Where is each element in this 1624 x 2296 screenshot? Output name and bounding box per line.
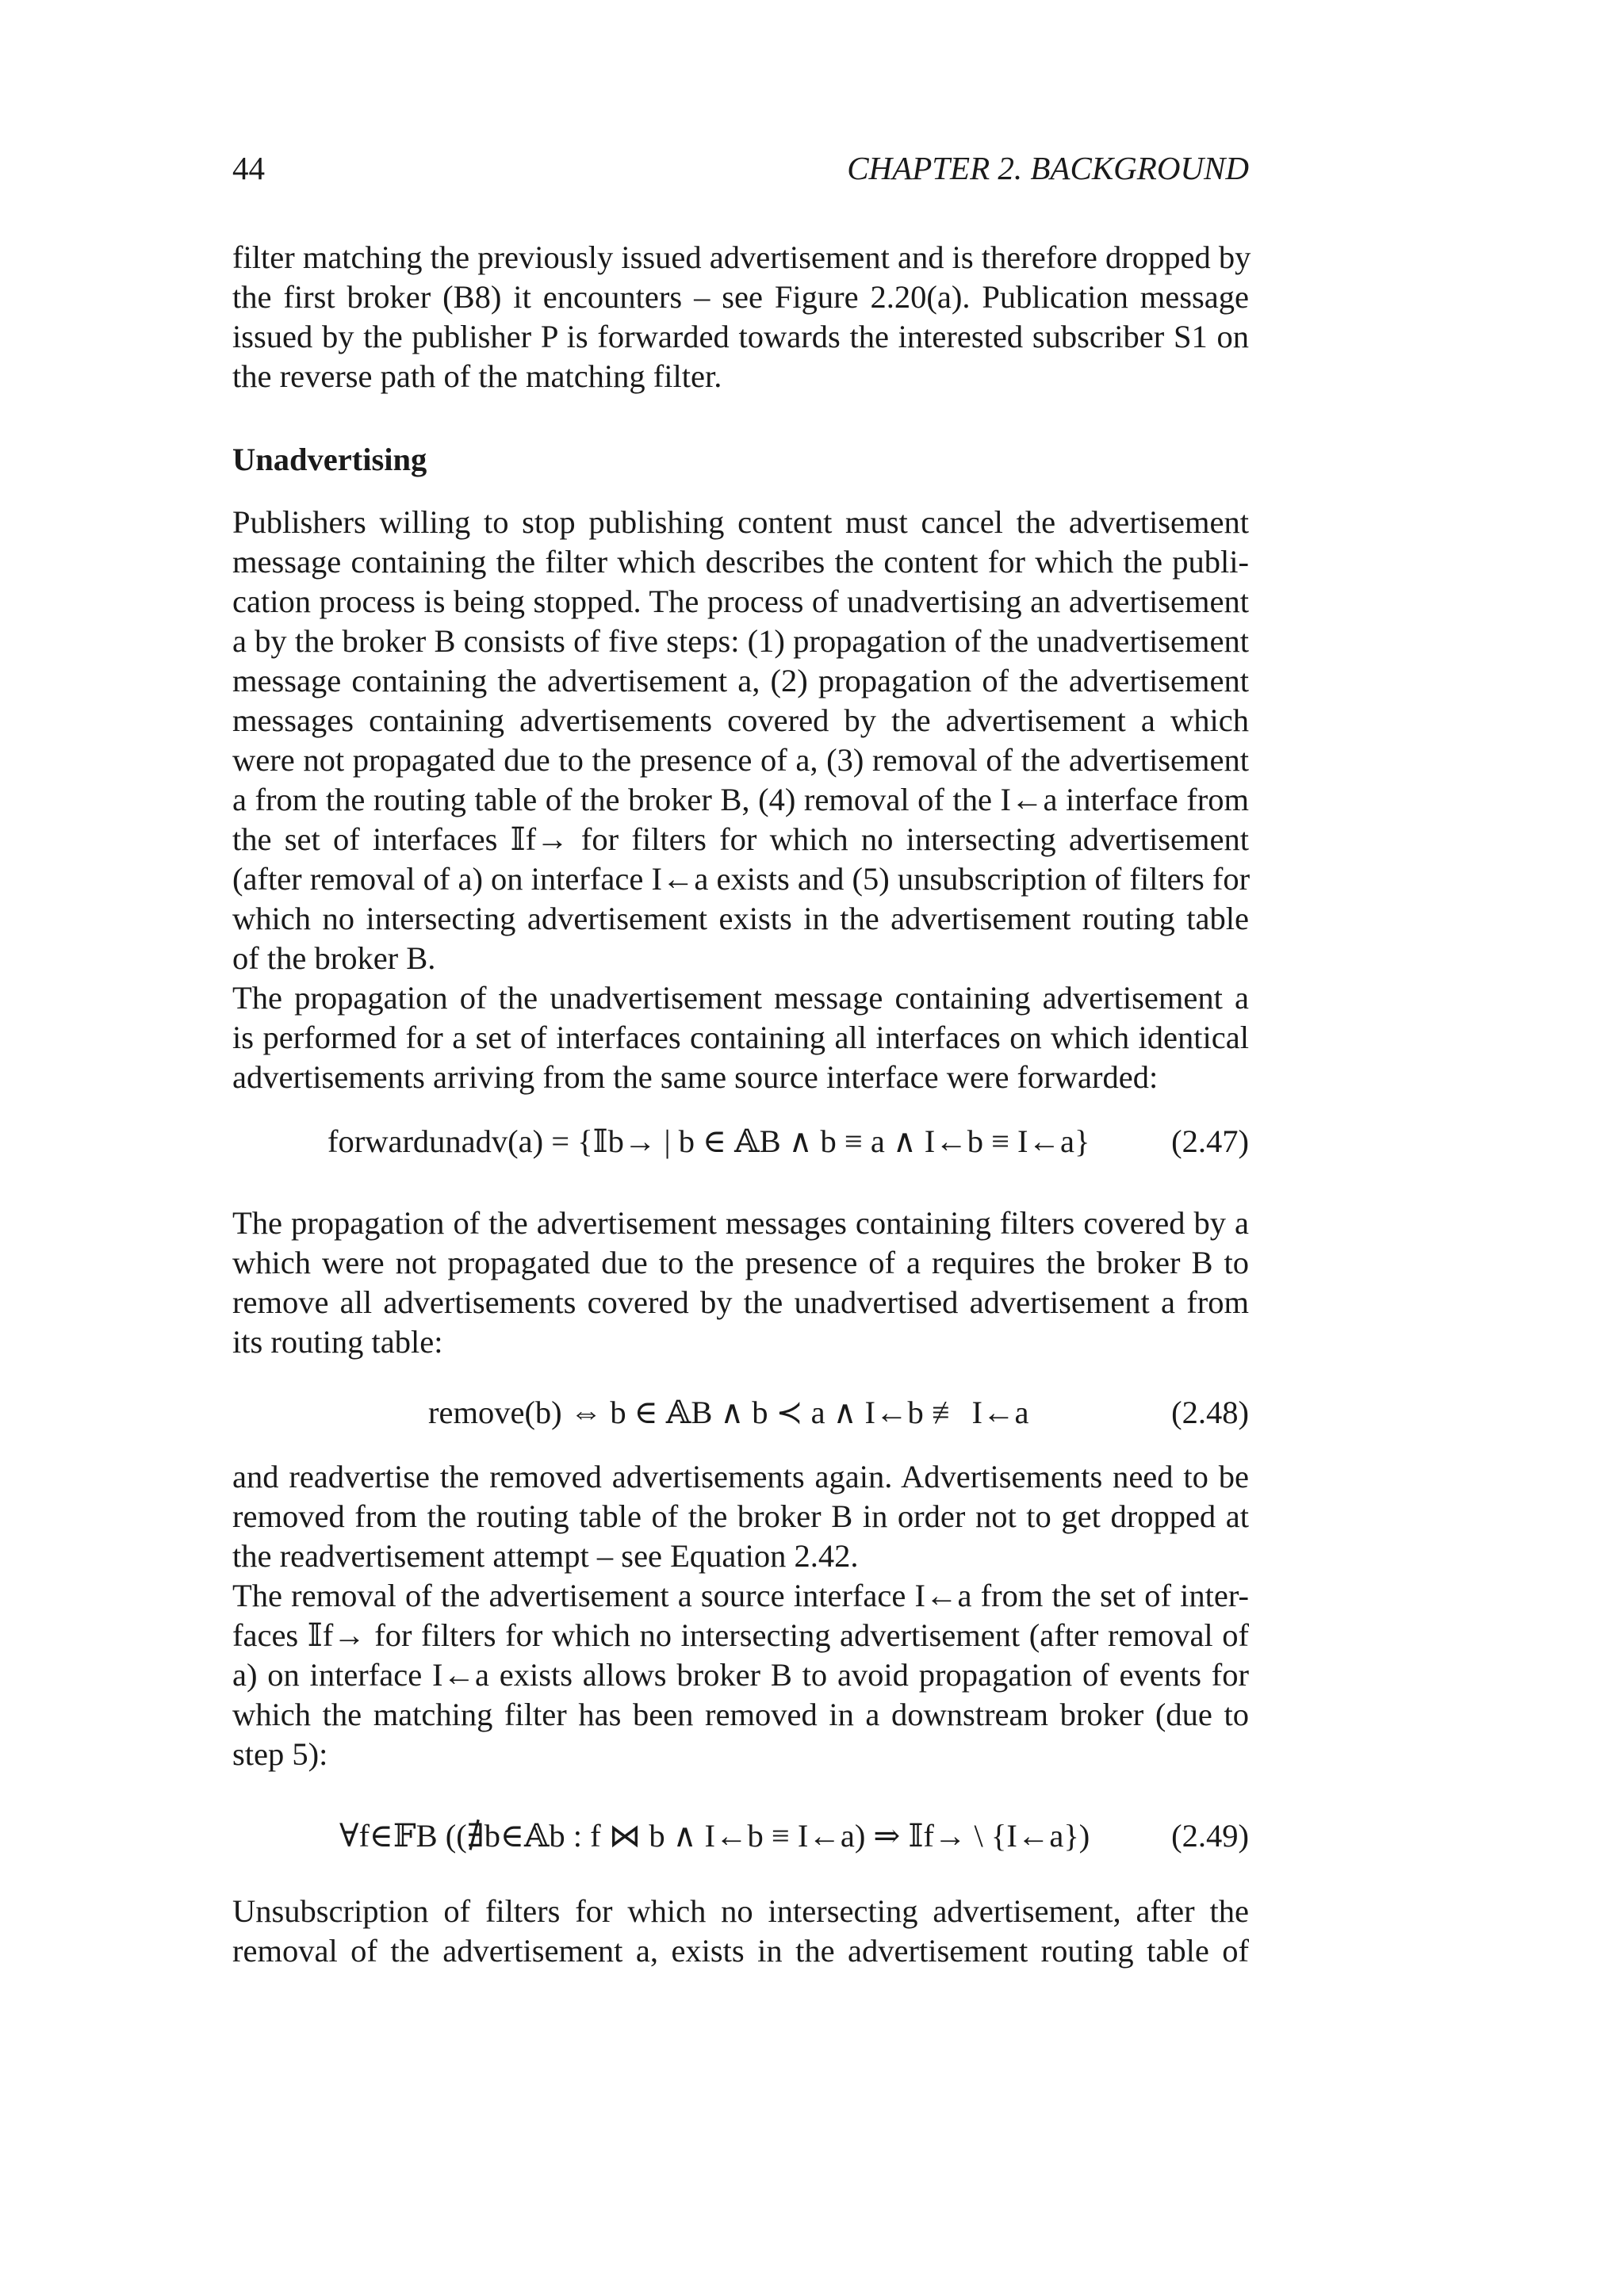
text-line: its routing table: <box>232 1324 443 1360</box>
page-number: 44 <box>232 150 265 186</box>
equation-body: forwardunadv(a) = {𝕀b→ | b ∈ 𝔸B ∧ b ≡ a ∧ I←b ≡ I←a} <box>327 1123 1090 1159</box>
text-line: the first broker (B8) it encounters – see Figure 2.20(a). Publication message <box>232 279 1249 315</box>
text-line: and readvertise the removed advertisements again. Advertisements need to be <box>232 1459 1249 1494</box>
text-line: issued by the publisher P is forwarded towards the interested subscriber S1 on <box>232 319 1249 354</box>
equation-2-49 <box>232 1812 1249 1868</box>
text-line: The removal of the advertisement a source interface I←a from the set of inter- <box>232 1578 1249 1613</box>
chapter-title: CHAPTER 2. BACKGROUND <box>847 150 1249 186</box>
equation-2-47 <box>232 1118 1249 1173</box>
equation-number: (2.49) <box>1171 1818 1249 1854</box>
equation-number: (2.47) <box>1171 1123 1249 1159</box>
text-line: which the matching filter has been removed in a downstream broker (due to <box>232 1697 1249 1732</box>
text-line: The propagation of the advertisement messages containing filters covered by a <box>232 1205 1249 1241</box>
text-line: removal of the advertisement a, exists in the advertisement routing table of <box>232 1933 1249 1969</box>
text-line: the reverse path of the matching filter. <box>232 358 722 394</box>
equation-body: remove(b) ⇔ b ∈ 𝔸B ∧ b ≺ a ∧ I←b ≢ I←a <box>428 1395 1029 1430</box>
text-line: is performed for a set of interfaces containing all interfaces on which identical <box>232 1020 1249 1055</box>
equation-number: (2.48) <box>1171 1395 1249 1430</box>
text-line: Publishers willing to stop publishing content must cancel the advertisement <box>232 504 1249 540</box>
text-line: message containing the advertisement a, (2) propagation of the advertisement <box>232 663 1249 698</box>
text-line: removed from the routing table of the broker B in order not to get dropped at <box>232 1498 1249 1534</box>
text-line: which were not propagated due to the presence of a requires the broker B to <box>232 1245 1249 1280</box>
text-line: message containing the filter which describes the content for which the publi- <box>232 544 1249 580</box>
text-line: were not propagated due to the presence of a, (3) removal of the advertisement <box>232 742 1249 778</box>
text-line: The propagation of the unadvertisement message containing advertisement a <box>232 980 1249 1016</box>
text-line: advertisements arriving from the same source interface were forwarded: <box>232 1059 1159 1095</box>
running-header <box>232 149 1249 187</box>
text-line: messages containing advertisements covered by the advertisement a which <box>232 702 1249 738</box>
text-line: (after removal of a) on interface I←a exists and (5) unsubscription of filters for <box>232 861 1251 897</box>
text-line: a by the broker B consists of five steps: (1) propagation of the unadvertisement <box>232 623 1249 659</box>
text-line: faces 𝕀f→ for filters for which no intersecting advertisement (after removal of <box>232 1617 1249 1653</box>
text-line: step 5): <box>232 1736 328 1772</box>
equation-body: ∀f∈𝔽B ((∄b∈𝔸b : f ⋈ b ∧ I←b ≡ I←a) ⇒ 𝕀f→ \ {I←a}) <box>339 1818 1090 1854</box>
section-heading: Unadvertising <box>232 442 427 477</box>
text-line: a) on interface I←a exists allows broker B to avoid propagation of events for <box>232 1657 1249 1693</box>
equation-2-48 <box>232 1389 1249 1445</box>
text-line: a from the routing table of the broker B, (4) removal of the I←a interface from <box>232 782 1249 817</box>
text-line: Unsubscription of filters for which no intersecting advertisement, after the <box>232 1893 1249 1929</box>
text-line: of the broker B. <box>232 940 436 976</box>
text-line: which no intersecting advertisement exists in the advertisement routing table <box>232 901 1249 936</box>
text-line: remove all advertisements covered by the unadvertised advertisement a from <box>232 1284 1249 1320</box>
text-line: the readvertisement attempt – see Equation 2.42. <box>232 1538 859 1574</box>
text-line: filter matching the previously issued advertisement and is therefore dropped by <box>232 239 1251 275</box>
text-line: cation process is being stopped. The process of unadvertising an advertisement <box>232 584 1249 619</box>
text-line: the set of interfaces 𝕀f→ for filters for which no intersecting advertisement <box>232 821 1249 857</box>
